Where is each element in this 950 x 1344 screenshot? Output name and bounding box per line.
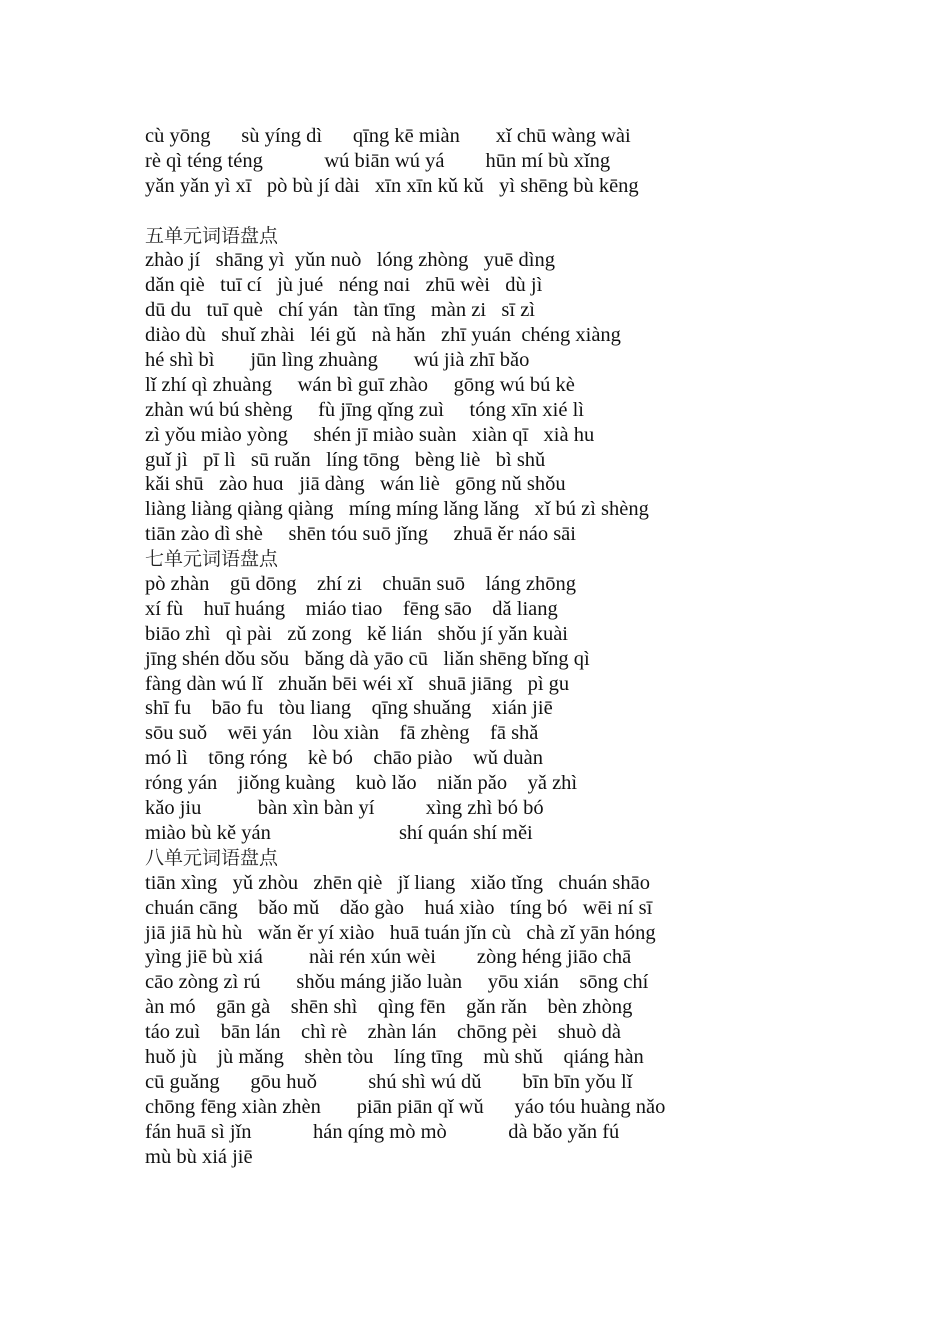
vocab-line: mù bù xiá jiē	[145, 1145, 253, 1168]
vocab-line: guǐ jì pī lì sū ruǎn líng tōng bèng liè bì shǔ	[145, 448, 546, 471]
vocab-line: jīng shén dǒu sǒu bǎng dà yāo cū liǎn shēng bǐng qì	[145, 647, 590, 670]
vocab-line: zì yǒu miào yòng shén jī miào suàn xiàn qī xià hu	[145, 423, 595, 446]
vocab-line: jiā jiā hù hù wǎn ěr yí xiào huā tuán jǐn cù chà zǐ yān hóng	[145, 921, 656, 944]
section-heading-unit-5: 五单元词语盘点	[145, 224, 279, 247]
vocab-line: fán huā sì jǐn hán qíng mò mò dà bǎo yǎn fú	[145, 1120, 620, 1143]
vocab-line: chuán cāng bǎo mǔ dǎo gào huá xiào tíng bó wēi ní sī	[145, 896, 653, 919]
vocab-line: liàng liàng qiàng qiàng míng míng lǎng lǎng xǐ bú zì shèng	[145, 498, 649, 521]
vocab-line: miào bù kě yán shí quán shí měi	[145, 821, 533, 844]
vocab-line: xí fù huī huáng miáo tiao fēng sāo dǎ liang	[145, 597, 558, 620]
vocab-line: cāo zòng zì rú shǒu máng jiǎo luàn yōu xián sōng chí	[145, 971, 649, 994]
vocab-line: dǎn qiè tuī cí jù jué néng nɑi zhū wèi dù jì	[145, 274, 543, 297]
spacer	[145, 199, 905, 224]
vocab-line: àn mó gān gà shēn shì qìng fēn gǎn rǎn bèn zhòng	[145, 996, 633, 1019]
intro-line: rè qì téng téng wú biān wú yá hūn mí bù xǐng	[145, 149, 611, 172]
vocab-line: diào dù shuǐ zhài léi gǔ nà hǎn zhī yuán chéng xiàng	[145, 324, 621, 347]
vocab-line: róng yán jiǒng kuàng kuò lǎo niǎn pǎo yǎ zhì	[145, 772, 578, 795]
vocab-line: kǎi shū zào huɑ jiā dàng wán liè gōng nǔ shǒu	[145, 473, 566, 496]
vocab-line: kǎo jiu bàn xìn bàn yí xìng zhì bó bó	[145, 797, 544, 820]
vocab-line: táo zuì bān lán chì rè zhàn lán chōng pèi shuò dà	[145, 1021, 621, 1044]
vocab-line: zhào jí shāng yì yǔn nuò lóng zhòng yuē dìng	[145, 249, 555, 272]
vocab-line: sōu suǒ wēi yán lòu xiàn fā zhèng fā shǎ	[145, 722, 539, 745]
vocab-line: lǐ zhí qì zhuàng wán bì guī zhào gōng wú bú kè	[145, 373, 575, 396]
vocab-line: chōng fēng xiàn zhèn piān piān qǐ wǔ yáo tóu huàng nǎo	[145, 1095, 666, 1118]
vocab-line: zhàn wú bú shèng fù jīng qǐng zuì tóng xīn xié lì	[145, 398, 584, 421]
vocab-line: tiān zào dì shè shēn tóu suō jǐng zhuā ěr náo sāi	[145, 523, 576, 546]
section-heading-unit-8: 八单元词语盘点	[145, 846, 279, 869]
vocab-line: huǒ jù jù mǎng shèn tòu líng tīng mù shǔ qiáng hàn	[145, 1045, 644, 1068]
intro-line: cù yōng sù yíng dì qīng kē miàn xǐ chū wàng wài	[145, 125, 631, 147]
vocab-line: tiān xìng yǔ zhòu zhēn qiè jǐ liang xiǎo tǐng chuán shāo	[145, 871, 650, 894]
vocab-line: fàng dàn wú lǐ zhuǎn bēi wéi xǐ shuā jiāng pì gu	[145, 672, 570, 695]
vocab-line: cū guǎng gōu huǒ shú shì wú dǔ bīn bīn yǒu lǐ	[145, 1070, 633, 1093]
vocab-line: biāo zhì qì pài zǔ zong kě lián shǒu jí yǎn kuài	[145, 622, 569, 645]
document-page	[145, 124, 905, 1169]
section-heading-unit-7: 七单元词语盘点	[145, 548, 279, 571]
vocab-line: dū du tuī què chí yán tàn tīng màn zi sī zì	[145, 299, 536, 322]
vocab-line: shī fu bāo fu tòu liang qīng shuǎng xián jiē	[145, 697, 553, 720]
vocab-line: yìng jiē bù xiá nài rén xún wèi zòng héng jiāo chā	[145, 946, 632, 969]
vocab-line: hé shì bì jūn lìng zhuàng wú jià zhī bǎo	[145, 349, 530, 372]
vocab-line: pò zhàn gū dōng zhí zi chuān suō láng zhōng	[145, 573, 576, 596]
vocab-line: mó lì tōng róng kè bó chāo piào wǔ duàn	[145, 747, 543, 770]
intro-line: yǎn yǎn yì xī pò bù jí dài xīn xīn kǔ kǔ yì shēng bù kēng	[145, 174, 639, 197]
